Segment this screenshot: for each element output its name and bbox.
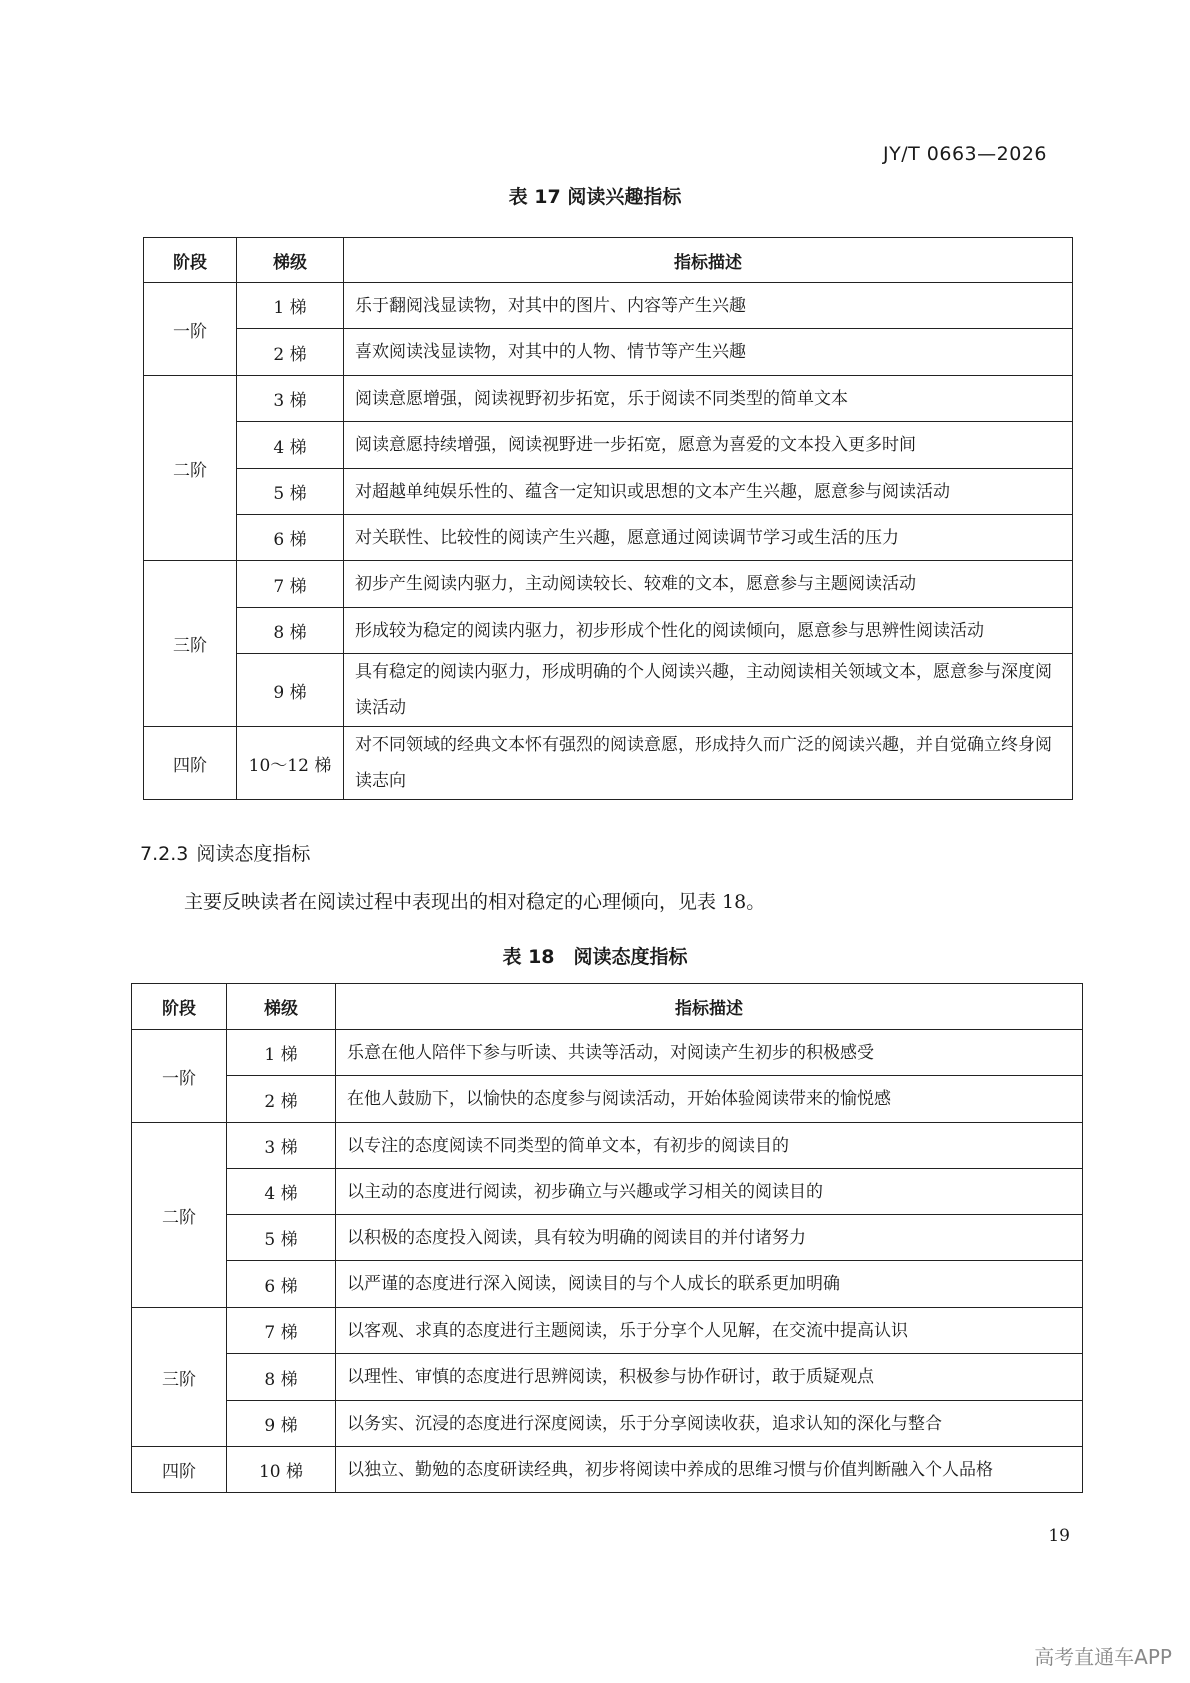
ladder-cell: 6 梯 xyxy=(227,1261,336,1308)
ladder-cell: 10～12 梯 xyxy=(237,727,344,800)
standard-code: JY/T 0663—2026 xyxy=(883,143,1047,165)
ladder-cell: 6 梯 xyxy=(237,515,344,561)
section-heading xyxy=(140,839,310,866)
page-number: 19 xyxy=(1048,1526,1070,1546)
table-row xyxy=(132,1123,1083,1169)
ladder-cell: 8 梯 xyxy=(237,608,344,654)
description-cell: 乐于翻阅浅显读物，对其中的图片、内容等产生兴趣 xyxy=(344,283,1073,329)
stage-cell: 二阶 xyxy=(132,1123,227,1308)
table17-reading-interest xyxy=(143,237,1073,800)
stage-cell: 三阶 xyxy=(144,561,237,727)
table18-reading-attitude xyxy=(131,983,1083,1493)
stage-cell: 一阶 xyxy=(132,1030,227,1123)
table-header-row xyxy=(132,984,1083,1030)
stage-cell: 四阶 xyxy=(132,1447,227,1493)
section-number: 7.2.3 xyxy=(140,843,189,865)
ladder-cell: 1 梯 xyxy=(237,283,344,329)
table-row xyxy=(132,1215,1083,1261)
stage-cell: 一阶 xyxy=(144,283,237,376)
ladder-cell: 10 梯 xyxy=(227,1447,336,1493)
ladder-cell: 5 梯 xyxy=(227,1215,336,1261)
description-cell: 以专注的态度阅读不同类型的简单文本，有初步的阅读目的 xyxy=(336,1123,1083,1169)
ladder-cell: 5 梯 xyxy=(237,469,344,515)
table-row xyxy=(144,608,1073,654)
table-row xyxy=(144,329,1073,376)
ladder-cell: 9 梯 xyxy=(237,654,344,727)
section-title: 阅读态度指标 xyxy=(196,843,311,865)
table-row xyxy=(144,561,1073,608)
watermark: 高考直通车APP xyxy=(1034,1645,1172,1669)
table-header-row xyxy=(144,238,1073,283)
table-row xyxy=(132,1169,1083,1215)
header-stage: 阶段 xyxy=(132,984,227,1030)
stage-cell: 三阶 xyxy=(132,1308,227,1447)
table-row xyxy=(132,1076,1083,1123)
description-cell: 对关联性、比较性的阅读产生兴趣，愿意通过阅读调节学习或生活的压力 xyxy=(344,515,1073,561)
table-row xyxy=(132,1354,1083,1401)
ladder-cell: 2 梯 xyxy=(227,1076,336,1123)
header-stage: 阶段 xyxy=(144,238,237,283)
description-cell: 初步产生阅读内驱力，主动阅读较长、较难的文本，愿意参与主题阅读活动 xyxy=(344,561,1073,608)
description-cell: 阅读意愿增强，阅读视野初步拓宽，乐于阅读不同类型的简单文本 xyxy=(344,376,1073,422)
stage-cell: 四阶 xyxy=(144,727,237,800)
table-row xyxy=(144,515,1073,561)
ladder-cell: 8 梯 xyxy=(227,1354,336,1401)
description-cell: 对超越单纯娱乐性的、蕴含一定知识或思想的文本产生兴趣，愿意参与阅读活动 xyxy=(344,469,1073,515)
ladder-cell: 7 梯 xyxy=(237,561,344,608)
ladder-cell: 1 梯 xyxy=(227,1030,336,1076)
ladder-cell: 4 梯 xyxy=(237,422,344,469)
table-row xyxy=(144,283,1073,329)
table-row xyxy=(144,469,1073,515)
ladder-cell: 7 梯 xyxy=(227,1308,336,1354)
ladder-cell: 3 梯 xyxy=(237,376,344,422)
ladder-cell: 3 梯 xyxy=(227,1123,336,1169)
stage-cell: 二阶 xyxy=(144,376,237,561)
header-description: 指标描述 xyxy=(344,238,1073,283)
header-ladder: 梯级 xyxy=(227,984,336,1030)
description-cell: 喜欢阅读浅显读物，对其中的人物、情节等产生兴趣 xyxy=(344,329,1073,376)
description-cell: 形成较为稳定的阅读内驱力，初步形成个性化的阅读倾向，愿意参与思辨性阅读活动 xyxy=(344,608,1073,654)
table-row xyxy=(144,376,1073,422)
header-ladder: 梯级 xyxy=(237,238,344,283)
table18-caption: 表 18 阅读态度指标 xyxy=(502,946,688,968)
ladder-cell: 9 梯 xyxy=(227,1401,336,1447)
description-cell: 以客观、求真的态度进行主题阅读，乐于分享个人见解，在交流中提高认识 xyxy=(336,1308,1083,1354)
description-cell: 以务实、沉浸的态度进行深度阅读，乐于分享阅读收获，追求认知的深化与整合 xyxy=(336,1401,1083,1447)
body-paragraph: 主要反映读者在阅读过程中表现出的相对稳定的心理倾向，见表 18。 xyxy=(184,891,766,913)
table-row xyxy=(132,1401,1083,1447)
table-row xyxy=(132,1447,1083,1493)
table-row xyxy=(144,727,1073,800)
table17-caption: 表 17 阅读兴趣指标 xyxy=(508,186,682,208)
description-cell: 对不同领域的经典文本怀有强烈的阅读意愿，形成持久而广泛的阅读兴趣，并自觉确立终身阅读志向 xyxy=(344,727,1073,800)
table-row xyxy=(132,1261,1083,1308)
description-cell: 在他人鼓励下，以愉快的态度参与阅读活动，开始体验阅读带来的愉悦感 xyxy=(336,1076,1083,1123)
description-cell: 阅读意愿持续增强，阅读视野进一步拓宽，愿意为喜爱的文本投入更多时间 xyxy=(344,422,1073,469)
description-cell: 以严谨的态度进行深入阅读，阅读目的与个人成长的联系更加明确 xyxy=(336,1261,1083,1308)
table-row xyxy=(144,422,1073,469)
table-row xyxy=(144,654,1073,727)
description-cell: 以理性、审慎的态度进行思辨阅读，积极参与协作研讨，敢于质疑观点 xyxy=(336,1354,1083,1401)
table-row xyxy=(132,1308,1083,1354)
ladder-cell: 4 梯 xyxy=(227,1169,336,1215)
description-cell: 以独立、勤勉的态度研读经典，初步将阅读中养成的思维习惯与价值判断融入个人品格 xyxy=(336,1447,1083,1493)
table-row xyxy=(132,1030,1083,1076)
description-cell: 具有稳定的阅读内驱力，形成明确的个人阅读兴趣，主动阅读相关领域文本，愿意参与深度阅读活动 xyxy=(344,654,1073,727)
header-description: 指标描述 xyxy=(336,984,1083,1030)
description-cell: 乐意在他人陪伴下参与听读、共读等活动，对阅读产生初步的积极感受 xyxy=(336,1030,1083,1076)
ladder-cell: 2 梯 xyxy=(237,329,344,376)
description-cell: 以主动的态度进行阅读，初步确立与兴趣或学习相关的阅读目的 xyxy=(336,1169,1083,1215)
description-cell: 以积极的态度投入阅读，具有较为明确的阅读目的并付诸努力 xyxy=(336,1215,1083,1261)
